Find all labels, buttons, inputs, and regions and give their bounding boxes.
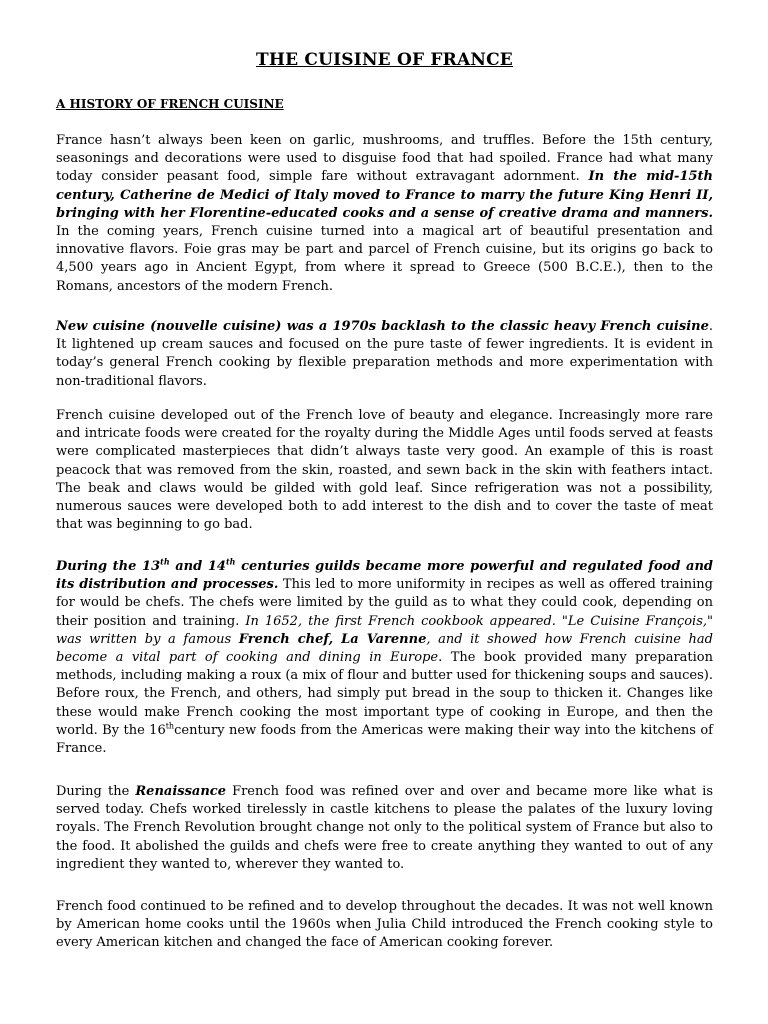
text-run: . The book provided many preparation methods, including making a roux (a mix of flour and butter used for thickening soups and sauces). Before roux, the French, and others, had simply put bread in the soup to thicken it. Changes like these would make French cooking the most important type of cooking in Europe, and then the world. By the 16 [56,650,713,738]
section-heading: A HISTORY OF FRENCH CUISINE [56,97,284,111]
text-run: and 14 [169,559,226,574]
text-run: During the [56,784,136,799]
text-run: centuries guilds became more powerful and regulated food and its distribution and processes. [56,559,713,593]
emphasis-text: French chef, La Varenne [238,631,427,647]
ordinal-superscript: th [160,556,170,567]
text-run: French food continued to be refined and to develop throughout the decades. It was not well known by American home cooks until the 1960s when Julia Child introduced the French cooking style to every American kitchen and changed the face of American cooking forever. [56,899,713,951]
text-run: century new foods from the Americas were making their way into the kitchens of France. [56,722,713,757]
text-run: During the 13 [56,559,161,574]
paragraph-beauty-elegance [56,407,713,534]
emphasis-text: Renaissance [135,784,226,799]
text-run: France hasn’t always been keen on garlic, mushrooms, and truffles. Before the 15th century, seasonings and decorations were used to disguise food that had spoiled. France had what many today consider peasant food, simple fare without extravagant adornment. [56,133,713,185]
paragraph-modern-era [56,898,713,953]
page-title: THE CUISINE OF FRANCE [256,50,513,70]
emphasis-text: New cuisine (nouvelle cuisine) was a 1970s backlash to the classic heavy French cuisine [56,319,709,334]
paragraph-nouvelle-cuisine [56,318,713,391]
paragraph-renaissance [56,783,713,874]
text-run: French food was refined over and over and became more like what is served today. Chefs worked tirelessly in castle kitchens to please the palates of the luxury loving royals. The French Revolution brought change not only to the political system of France but also to the food. It abolished the guilds and chefs were free to create anything they wanted to out of any ingredient they wanted to, wherever they wanted to. [56,784,713,872]
text-run: French cuisine developed out of the French love of beauty and elegance. Increasingly more rare and intricate foods were created for the royalty during the Middle Ages until foods served at feasts were complicated masterpieces that didn’t always taste very good. An example of this is roast peacock that was removed from the skin, roasted, and sewn back in the skin with feathers intact. The beak and claws would be gilded with gold leaf. Since refrigeration was not a possibility, numerous sauces were developed both to add interest to the dish and to cover the taste of meat that was beginning to go bad. [56,408,713,533]
italic-text: In 1652, the first French cookbook appeared. "Le Cuisine François," was written by a famous [56,613,714,647]
text-run: This led to more uniformity in recipes as well as offered training for would be chefs. The chefs were limited by the guild as to what they could cook, depending on their position and training. [56,577,714,629]
emphasis-text: In the mid-15th century, Catherine de Medici of Italy moved to France to marry the future King Henri II, bringing with her Florentine-educated cooks and a sense of creative drama and manners. [56,169,713,221]
ordinal-superscript: th [165,721,175,731]
paragraph-guilds [56,558,713,758]
paragraph-history-intro [56,132,713,296]
italic-text: , and it showed how French cuisine had become a vital part of cooking and dining in Europe [56,631,713,666]
ordinal-superscript: th [225,556,236,567]
text-run: . It lightened up cream sauces and focused on the pure taste of fewer ingredients. It is evident in today’s general French cooking by flexible preparation methods and more experimentation with non-traditional flavors. [56,319,713,389]
text-run: In the coming years, French cuisine turned into a magical art of beautiful presentation and innovative flavors. Foie gras may be part and parcel of French cuisine, but its origins go back to 4,500 years ago in Ancient Egypt, from where it spread to Greece (500 B.C.E.), then to the Romans, ancestors of the modern French. [56,224,713,294]
